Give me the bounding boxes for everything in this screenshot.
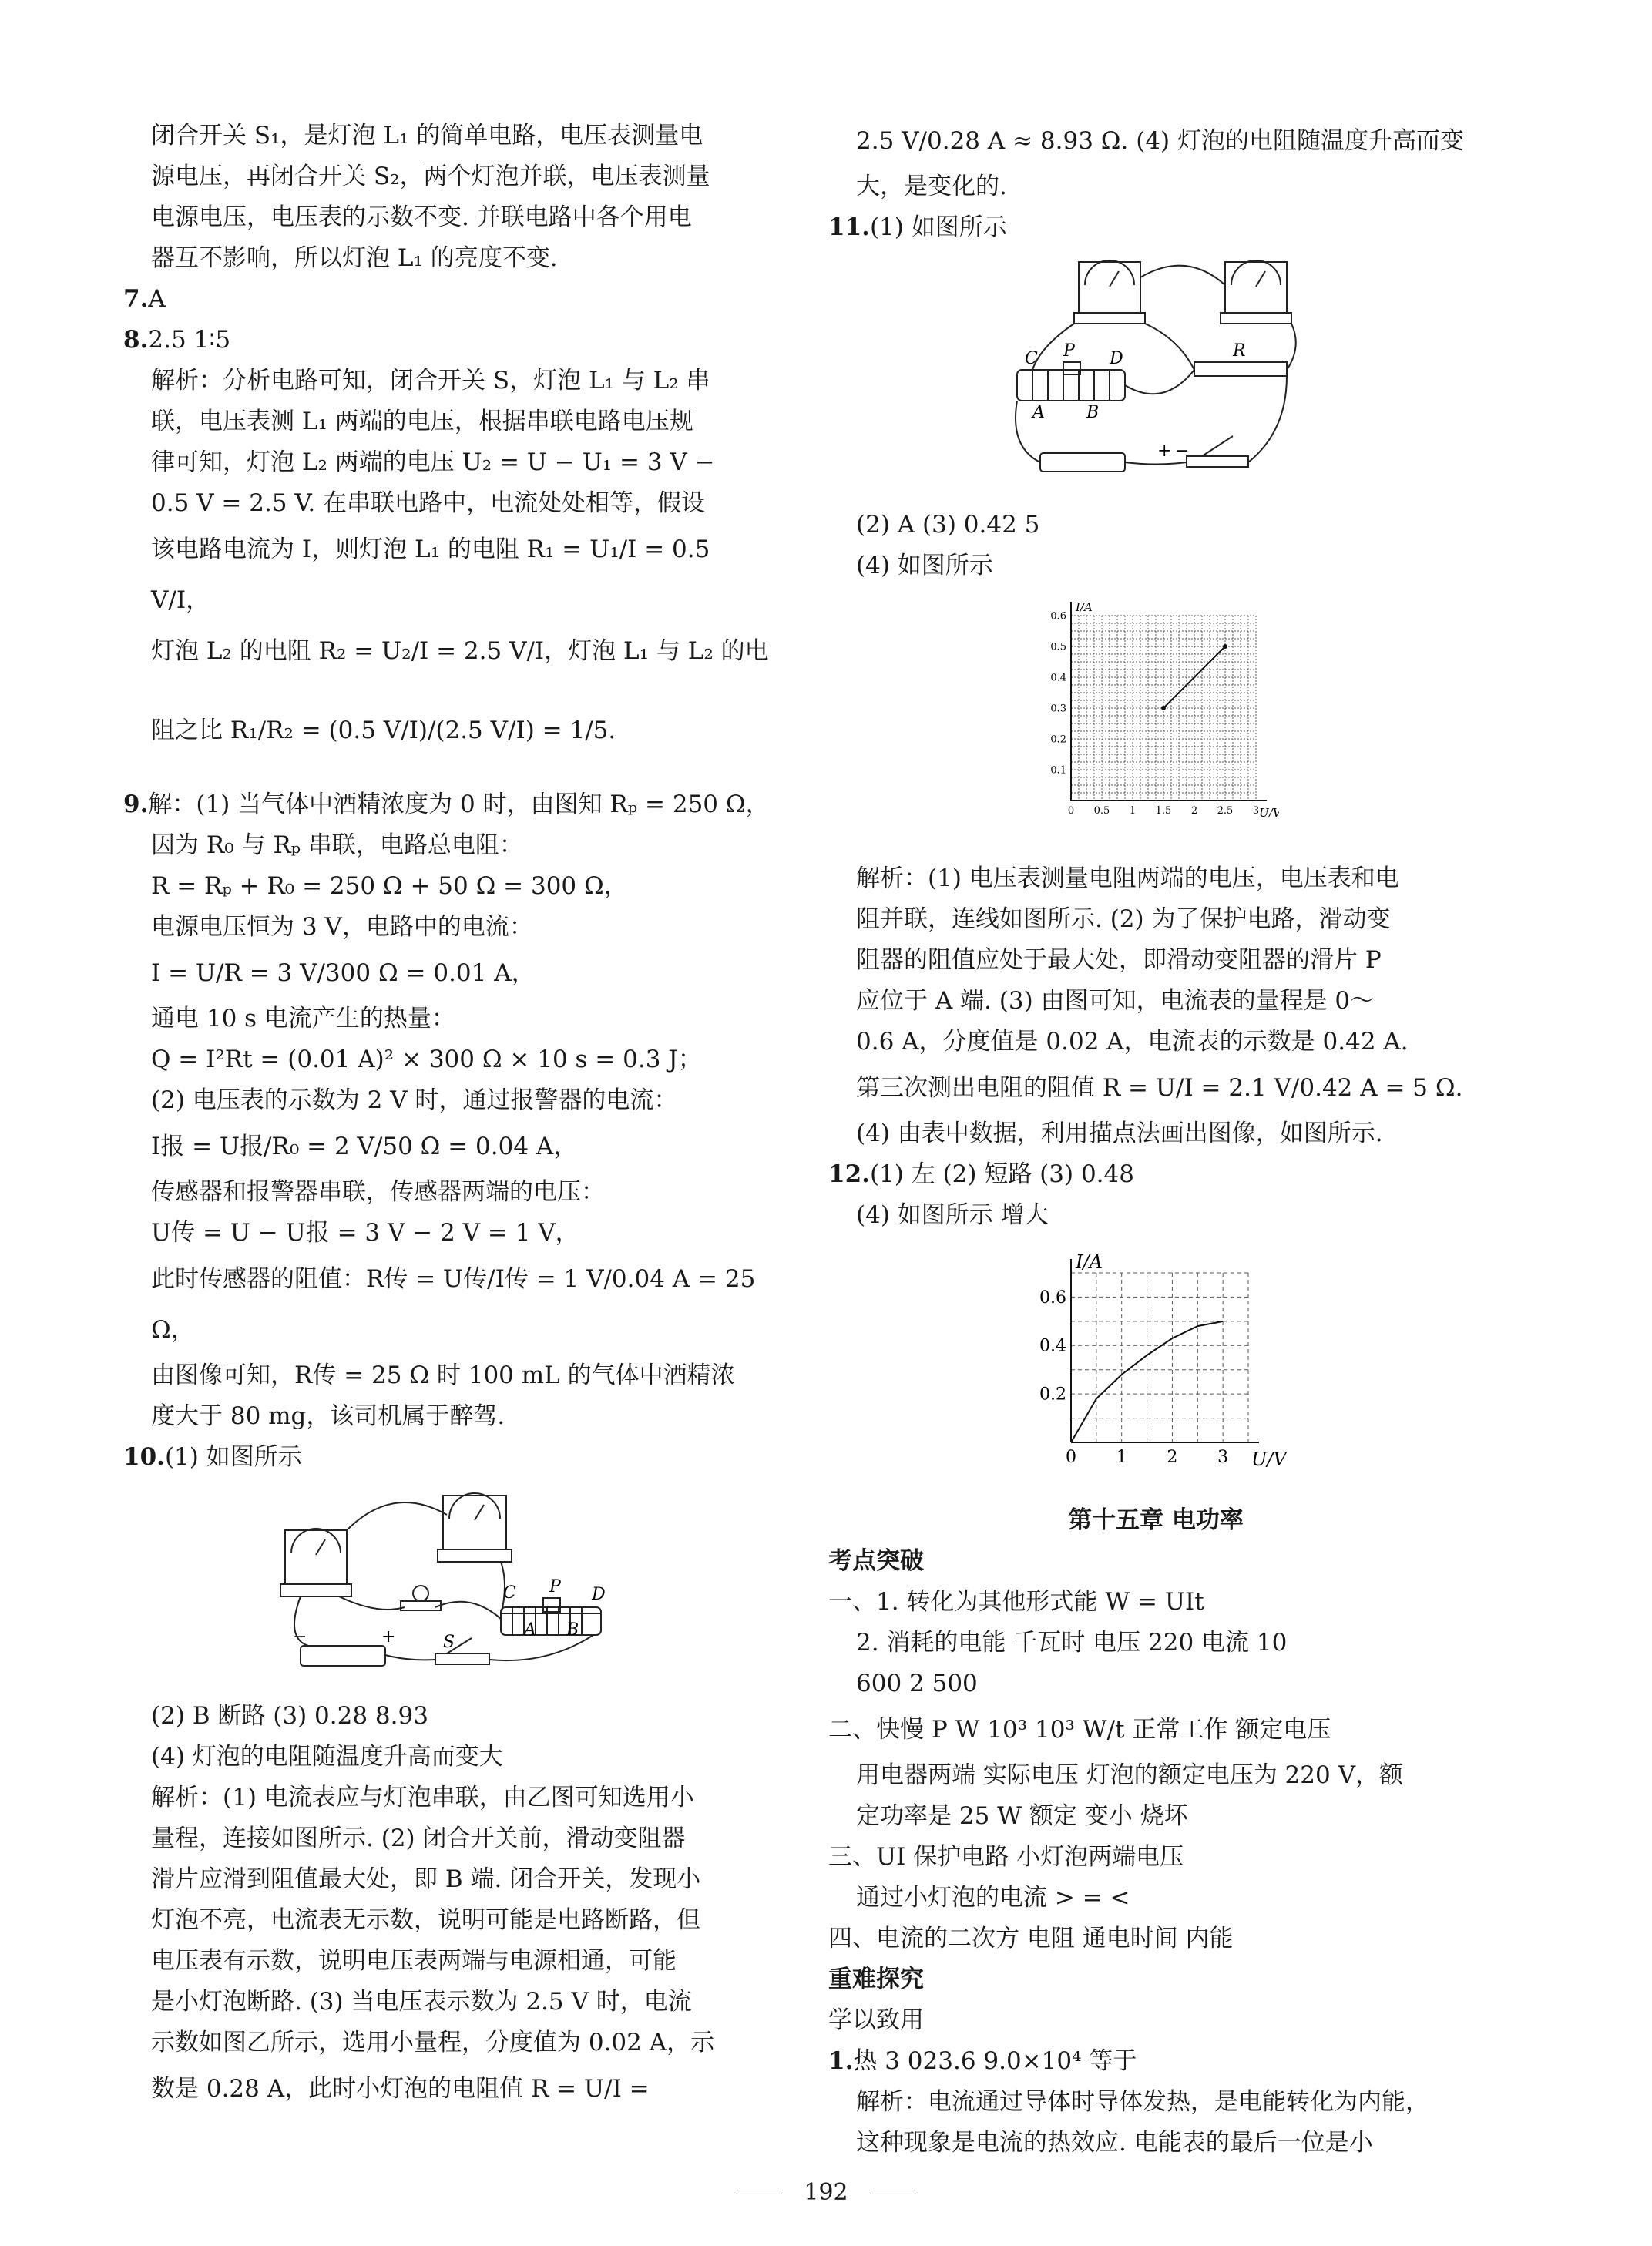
analysis-line: 律可知，灯泡 L₂ 两端的电压 U₂ = U − U₁ = 3 V −	[151, 448, 715, 476]
section-heading: 考点突破	[828, 1547, 924, 1575]
analysis-line: 解析：(1) 电流表应与灯泡串联，由乙图可知选用小	[151, 1784, 694, 1811]
question-10	[123, 1437, 771, 1478]
x-tick-label: 0.5	[1093, 805, 1110, 817]
chart-figure-11	[828, 593, 1483, 852]
y-axis-label: I/A	[1076, 1251, 1103, 1273]
list-item: 三、UI 保护电路 小灯泡两端电压	[828, 1843, 1184, 1871]
label-plus: +	[381, 1627, 396, 1647]
x-tick-label: 1.5	[1155, 805, 1172, 817]
answer-line: (4) 如图所示	[856, 552, 993, 579]
analysis-line: 0.6 A，分度值是 0.02 A，电流表的示数是 0.42 A.	[856, 1028, 1409, 1056]
solution-line: U传 = U − U报 = 3 V − 2 V = 1 V，	[151, 1219, 579, 1247]
analysis-line: 阻并联，连线如图所示. (2) 为了保护电路，滑动变	[856, 905, 1391, 933]
label-a: A	[524, 1620, 536, 1640]
question-number: 1.	[828, 2047, 854, 2075]
text-line: 大，是变化的.	[856, 173, 1007, 200]
y-axis-label: I/A	[1076, 600, 1093, 614]
y-tick-label: 0.6	[1050, 610, 1066, 623]
label-s: S	[443, 1633, 455, 1652]
solution-line: 此时传感器的阻值：R传 = U传/I传 = 1 V/0.04 A = 25 Ω，	[151, 1265, 756, 1344]
label-d: D	[592, 1585, 606, 1604]
solution-line: 因为 R₀ 与 Rₚ 串联，电路总电阻：	[151, 831, 523, 859]
analysis-line: 解析：电流通过导体时导体发热，是电能转化为内能，	[856, 2088, 1429, 2116]
answer: (1) 左 (2) 短路 (3) 0.48	[869, 1160, 1134, 1188]
x-tick-label: 2	[1190, 805, 1198, 817]
chart-iu-12	[1025, 1242, 1287, 1481]
x-tick-label: 0	[1066, 1448, 1076, 1467]
label-c: C	[503, 1583, 516, 1603]
text-line: 闭合开关 S₁，是灯泡 L₁ 的简单电路，电压表测量电	[151, 122, 703, 149]
answer-line: (4) 灯泡的电阻随温度升高而变大	[151, 1743, 503, 1771]
x-axis-label: U/V	[1251, 1449, 1287, 1470]
question-8	[123, 320, 771, 361]
analysis-line: 该电路电流为 I，则灯泡 L₁ 的电阻 R₁ = U₁/I = 0.5 V/I，	[151, 535, 710, 614]
right-column	[828, 116, 1483, 2164]
solution-line: 通电 10 s 电流产生的热量：	[151, 1005, 455, 1032]
analysis-line: 应位于 A 端. (3) 由图可知，电流表的量程是 0～	[856, 987, 1375, 1015]
analysis-line: 是小灯泡断路. (3) 当电压表示数为 2.5 V 时，电流	[151, 1988, 692, 2016]
question-7	[123, 279, 771, 320]
analysis-line: 滑片应滑到阻值最大处，即 B 端. 闭合开关，发现小	[151, 1865, 701, 1893]
answer-line: (4) 如图所示 增大	[856, 1201, 1049, 1229]
page-footer	[0, 2179, 1652, 2206]
analysis-line: 量程，连接如图所示. (2) 闭合开关前，滑动变阻器	[151, 1825, 686, 1852]
analysis-line: 灯泡 L₂ 的电阻 R₂ = U₂/I = 2.5 V/I，灯泡 L₁ 与 L₂ 的电	[151, 637, 769, 665]
solution-line: I报 = U报/R₀ = 2 V/50 Ω = 0.04 A，	[151, 1133, 578, 1160]
question-number: 10.	[123, 1443, 165, 1471]
answer: A	[148, 285, 166, 313]
circuit-diagram	[1009, 254, 1302, 485]
text-line: 源电压，再闭合开关 S₂，两个灯泡并联，电压表测量	[151, 163, 710, 190]
answer: 2.5 1∶5	[148, 326, 231, 354]
list-item: 定功率是 25 W 额定 变小 烧坏	[856, 1802, 1188, 1830]
question-12	[828, 1154, 1483, 1195]
solution-line: 电源电压恒为 3 V，电路中的电流：	[151, 913, 533, 941]
label-p: P	[1063, 341, 1075, 361]
left-column	[123, 116, 771, 2114]
label-p: P	[549, 1577, 561, 1596]
solution-line: 由图像可知，R传 = 25 Ω 时 100 mL 的气体中酒精浓	[151, 1361, 735, 1389]
solution-line: 解：(1) 当气体中酒精浓度为 0 时，由图知 Rₚ = 250 Ω，	[148, 791, 770, 818]
text-line: 2.5 V/0.28 A ≈ 8.93 Ω. (4) 灯泡的电阻随温度升高而变	[856, 127, 1464, 155]
analysis-line: 电压表有示数，说明电压表两端与电源相通，可能	[151, 1947, 677, 1975]
label-r: R	[1233, 341, 1246, 361]
y-tick-label: 0.3	[1050, 703, 1066, 715]
y-tick-label: 0.5	[1050, 641, 1066, 653]
question-1	[828, 2041, 1483, 2082]
circuit-figure-10	[123, 1484, 771, 1690]
x-tick-label: 2	[1167, 1448, 1178, 1467]
chart-figure-12	[828, 1242, 1483, 1494]
answer-line: (2) B 断路 (3) 0.28 8.93	[151, 1702, 428, 1730]
answer: (1) 如图所示	[164, 1443, 302, 1471]
list-item: 用电器两端 实际电压 灯泡的额定电压为 220 V，额	[856, 1761, 1403, 1789]
analysis-line: 灯泡不亮，电流表无示数，说明可能是电路断路，但	[151, 1906, 700, 1934]
x-tick-label: 3	[1252, 805, 1260, 817]
solution-line: 传感器和报警器串联，传感器两端的电压：	[151, 1178, 605, 1206]
solution-line: R = Rₚ + R₀ = 250 Ω + 50 Ω = 300 Ω，	[151, 872, 628, 900]
list-item: 四、电流的二次方 电阻 通电时间 内能	[828, 1925, 1234, 1952]
page-number: 192	[804, 2179, 848, 2206]
subsection-heading: 学以致用	[828, 2006, 924, 2034]
label-b: B	[1086, 403, 1100, 422]
question-11	[828, 207, 1483, 248]
x-tick-label: 1	[1129, 805, 1137, 817]
list-item: 600 2 500	[856, 1670, 978, 1697]
analysis-line: 解析：分析电路可知，闭合开关 S，灯泡 L₁ 与 L₂ 串	[151, 367, 710, 394]
question-number: 12.	[828, 1160, 870, 1188]
analysis-line: 0.5 V = 2.5 V. 在串联电路中，电流处处相等，假设	[151, 489, 706, 517]
chapter-title: 第十五章 电功率	[1068, 1506, 1244, 1534]
label-c: C	[1025, 349, 1038, 368]
analysis-line: 第三次测出电阻的阻值 R = U/I = 2.1 V/0.42 A = 5 Ω.	[856, 1074, 1463, 1102]
analysis-line: 解析：(1) 电压表测量电阻两端的电压，电压表和电	[856, 864, 1399, 892]
analysis-line: 阻之比 R₁/R₂ = (0.5 V/I)/(2.5 V/I) = 1/5.	[151, 717, 616, 744]
question-number: 11.	[828, 213, 870, 241]
list-item: 二、快慢 P W 10³ 10³ W/t 正常工作 额定电压	[828, 1716, 1331, 1744]
x-tick-label: 3	[1217, 1448, 1229, 1467]
data-point	[1223, 644, 1227, 649]
label-plus: +	[1157, 441, 1172, 461]
label-a: A	[1032, 403, 1045, 422]
analysis-line: 联，电压表测 L₁ 两端的电压，根据串联电路电压规	[151, 408, 693, 435]
analysis-line: 示数如图乙所示，选用小量程，分度值为 0.02 A，示	[151, 2029, 715, 2056]
x-tick-label: 0	[1067, 805, 1075, 817]
label-minus: −	[293, 1627, 307, 1647]
list-item: 一、1. 转化为其他形式能 W = UIt	[828, 1588, 1204, 1616]
analysis-line: (4) 由表中数据，利用描点法画出图像，如图所示.	[856, 1120, 1383, 1147]
answer: 热 3 023.6 9.0×10⁴ 等于	[853, 2047, 1137, 2075]
solution-line: 度大于 80 mg，该司机属于醉驾.	[151, 1402, 505, 1430]
analysis-line: 这种现象是电流的热效应. 电能表的最后一位是小	[856, 2129, 1373, 2157]
circuit-figure-11	[828, 254, 1483, 499]
solution-line: (2) 电压表的示数为 2 V 时，通过报警器的电流：	[151, 1086, 678, 1114]
y-tick-label: 0.2	[1039, 1385, 1066, 1405]
y-tick-label: 0.2	[1050, 734, 1066, 746]
analysis-line: 数是 0.28 A，此时小灯泡的电阻值 R = U/I =	[151, 2075, 650, 2103]
text-line: 器互不影响，所以灯泡 L₁ 的亮度不变.	[151, 244, 558, 272]
y-tick-label: 0.6	[1039, 1288, 1066, 1308]
list-item: 通过小灯泡的电流 > = <	[856, 1884, 1130, 1912]
section-heading: 重难探究	[828, 1966, 924, 1993]
label-b: B	[566, 1620, 579, 1640]
x-axis-label: U/V	[1259, 806, 1279, 820]
data-point	[1161, 706, 1166, 710]
y-tick-label: 0.1	[1050, 764, 1066, 777]
y-tick-label: 0.4	[1039, 1336, 1066, 1356]
list-item: 2. 消耗的电能 千瓦时 电压 220 电流 10	[856, 1629, 1288, 1657]
question-number: 9.	[123, 791, 149, 818]
question-number: 7.	[123, 285, 149, 313]
text-line: 电源电压，电压表的示数不变. 并联电路中各个用电	[151, 203, 692, 231]
answer-line: (2) A (3) 0.42 5	[856, 511, 1040, 539]
chart-iu-11	[1032, 593, 1279, 839]
x-tick-label: 2.5	[1217, 805, 1234, 817]
question-9	[123, 784, 771, 825]
question-number: 8.	[123, 326, 149, 354]
label-d: D	[1110, 349, 1123, 368]
label-minus: −	[1175, 441, 1190, 461]
answer: (1) 如图所示	[869, 213, 1007, 241]
solution-line: Q = I²Rt = (0.01 A)² × 300 Ω × 10 s = 0.3 J；	[151, 1046, 702, 1073]
data-series-line	[1071, 1321, 1223, 1442]
analysis-line: 阻器的阻值应处于最大处，即滑动变阻器的滑片 P	[856, 946, 1382, 974]
y-tick-label: 0.4	[1050, 672, 1066, 684]
x-tick-label: 1	[1116, 1448, 1127, 1467]
circuit-diagram	[270, 1484, 624, 1677]
solution-line: I = U/R = 3 V/300 Ω = 0.01 A，	[151, 959, 536, 987]
